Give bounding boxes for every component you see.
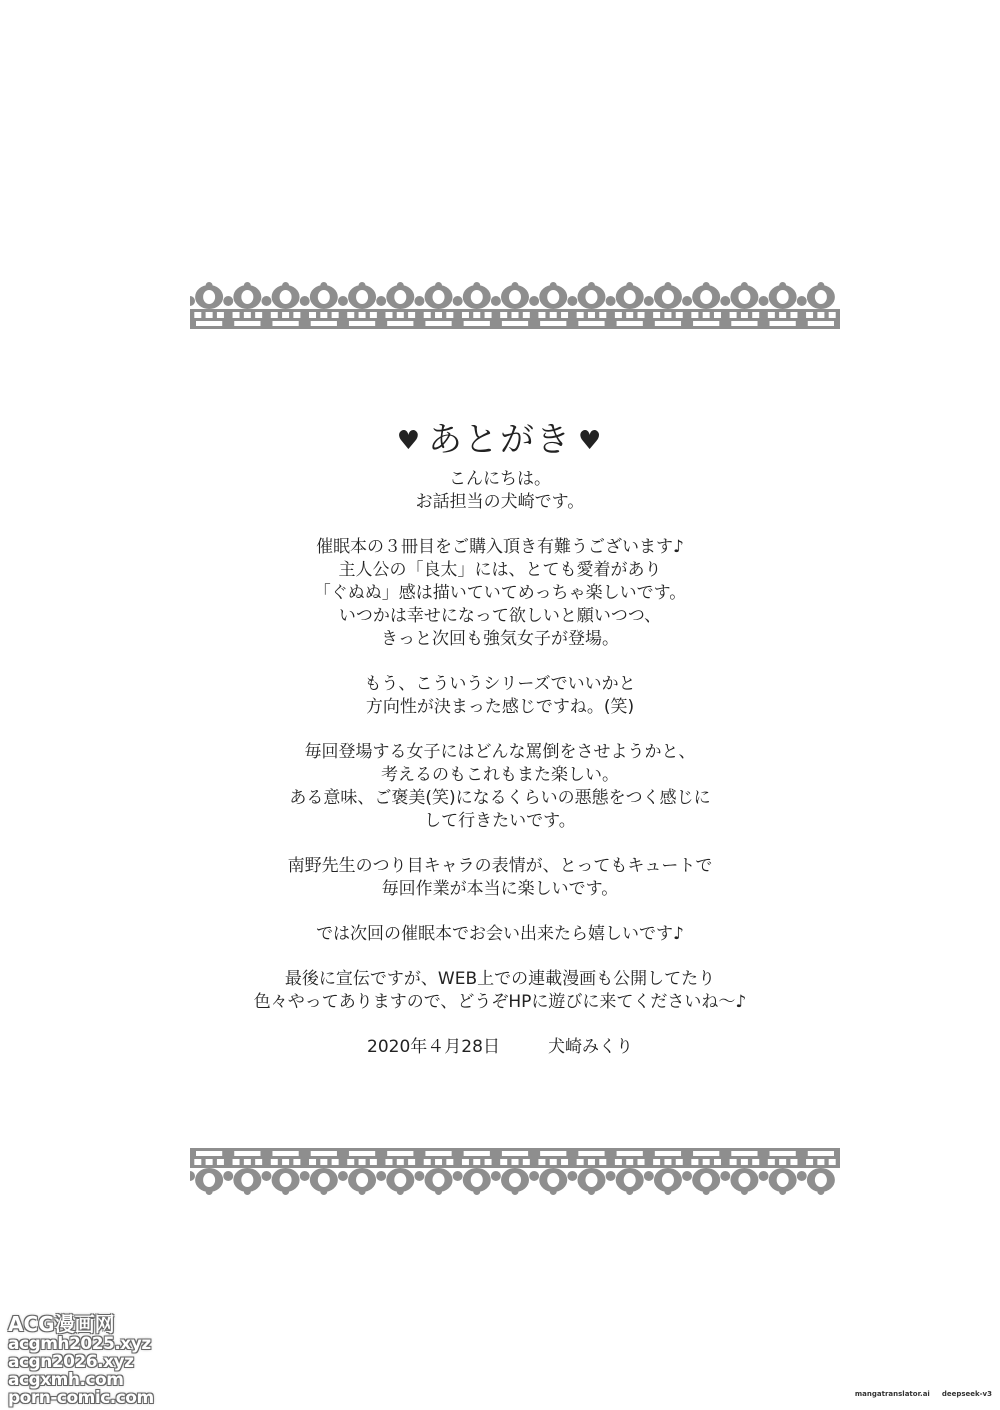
text-line: いつかは幸せになって欲しいと願いつつ、 — [338, 606, 662, 626]
text-line: 色々やってありますので、どうぞHPに遊びに来てくださいね～♪ — [253, 992, 747, 1012]
heart-icon: ♥ — [578, 426, 604, 456]
text-line: 毎回作業が本当に楽しいです。 — [381, 879, 619, 899]
author-name: 犬崎みくり — [547, 1037, 633, 1057]
text-line: 毎回登場する女子にはどんな罵倒をさせようかと、 — [304, 742, 696, 762]
paragraph-greeting — [0, 468, 1000, 514]
text-line: きっと次回も強気女子が登場。 — [381, 629, 619, 649]
afterword-title-text: あとがき — [428, 420, 572, 460]
translator-credit — [843, 1390, 992, 1398]
watermark-url: acgmh2025.xyz — [8, 1334, 151, 1354]
afterword-body — [0, 468, 1000, 1059]
text-line: 方向性が決まった感じですね。(笑) — [365, 697, 635, 717]
afterword-title — [0, 412, 1000, 461]
text-line: 南野先生のつり目キャラの表情が、とってもキュートで — [287, 856, 713, 876]
watermark-url: acgxmh.com — [8, 1370, 124, 1390]
site-watermark — [8, 1313, 158, 1407]
text-line: 催眠本の３冊目をご購入頂き有難うございます♪ — [316, 537, 684, 557]
text-line: 考えるのもこれもまた楽しい。 — [381, 765, 619, 785]
paragraph-thanks — [0, 536, 1000, 651]
paragraph-next — [0, 923, 1000, 946]
text-line: もう、こういうシリーズでいいかと — [364, 674, 636, 694]
credit-tool: mangatranslator.ai — [854, 1390, 930, 1398]
text-line: 最後に宣伝ですが、WEB上での連載漫画も公開してたり — [284, 969, 716, 989]
signature-line — [0, 1036, 1000, 1059]
text-line: ある意味、ご褒美(笑)になるくらいの悪態をつく感じに — [289, 788, 711, 808]
text-line: 主人公の「良太」には、とても愛着があり — [338, 560, 662, 580]
text-line: では次回の催眠本でお会い出来たら嬉しいです♪ — [316, 924, 684, 944]
lace-border-bottom — [190, 1145, 840, 1195]
paragraph-artist — [0, 855, 1000, 901]
heart-icon: ♥ — [396, 426, 422, 456]
watermark-url: acgn2026.xyz — [8, 1352, 134, 1372]
watermark-url: porn-comic.com — [8, 1388, 154, 1408]
credit-model: deepseek-v3 — [941, 1390, 992, 1398]
text-line: こんにちは。 — [449, 469, 551, 489]
text-line: お話担当の犬崎です。 — [415, 492, 585, 512]
lace-border-top — [190, 282, 840, 332]
text-line: 「ぐぬぬ」感は描いていてめっちゃ楽しいです。 — [313, 583, 687, 603]
watermark-title: ACG漫画网 — [8, 1312, 115, 1336]
text-line: して行きたいです。 — [424, 811, 576, 831]
paragraph-series — [0, 673, 1000, 719]
paragraph-insults — [0, 741, 1000, 833]
paragraph-promo — [0, 968, 1000, 1014]
afterword-date: 2020年４月28日 — [367, 1037, 500, 1057]
